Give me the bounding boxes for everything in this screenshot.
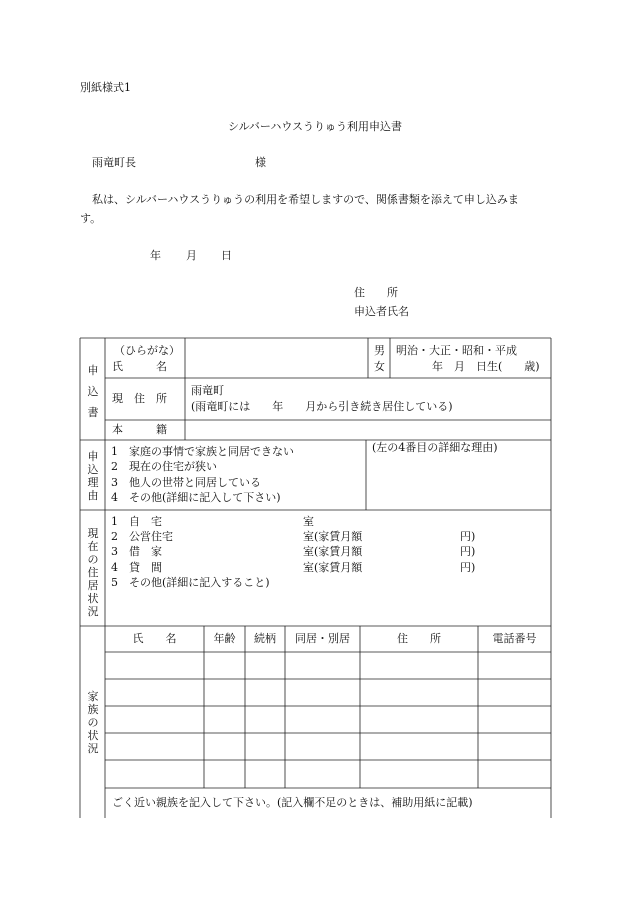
name-label: 氏 名: [112, 360, 167, 373]
housing-yen-2: 円): [460, 530, 476, 543]
date-day: 日: [221, 249, 232, 262]
housing-rent-3: 室(家賃月額: [303, 545, 363, 558]
date-month: 月: [186, 249, 197, 262]
era-options: 明治・大正・昭和・平成: [396, 344, 517, 357]
domicile-label: 本 籍: [112, 423, 167, 436]
housing-yen-4: 円): [460, 561, 476, 574]
applicant-section-label: 申込書: [87, 364, 99, 419]
housing-item-3: 3 借 家: [111, 545, 162, 558]
furigana-label: （ひらがな）: [114, 344, 180, 357]
honorific: 様: [255, 156, 266, 169]
family-header-cohabitation: 同居・別居: [295, 632, 350, 645]
housing-yen-3: 円): [460, 545, 476, 558]
date-year: 年: [150, 249, 161, 262]
form-number: 別紙様式1: [80, 81, 131, 94]
housing-item-5: 5 その他(詳細に記入すること): [111, 576, 270, 589]
housing-rent-4: 室(家賃月額: [303, 561, 363, 574]
housing-item-2: 2 公営住宅: [111, 530, 173, 543]
form-title: シルバーハウスうりゅう利用申込書: [227, 120, 403, 133]
housing-section-label: 現在の住居状況: [87, 527, 99, 618]
addressee: 雨竜町長: [92, 156, 136, 169]
reason-detail-label: (左の4番目の詳細な理由): [372, 441, 498, 454]
current-address-label: 現 住 所: [112, 392, 167, 405]
reason-item-2: 2 現在の住宅が狭い: [111, 460, 217, 473]
housing-item-4: 4 貸 間: [111, 561, 162, 574]
housing-item-1: 1 自 宅: [111, 515, 162, 528]
applicant-address-label: 住 所: [354, 286, 398, 299]
current-address-town: 雨竜町: [191, 384, 224, 397]
female-label: 女: [374, 360, 385, 373]
applicant-name-label: 申込者氏名: [354, 305, 409, 318]
reason-item-1: 1 家庭の事情で家族と同居できない: [111, 445, 294, 458]
residence-duration: (雨竜町には 年 月から引き続き居住している): [191, 400, 453, 413]
statement-line1: 私は、シルバーハウスうりゅうの利用を希望しますので、関係書類を添えて申し込みま: [92, 193, 519, 206]
housing-room-1: 室: [303, 515, 314, 528]
birth-date: 年 月 日生( 歳): [432, 360, 540, 373]
reasons-section-label: 申込理由: [87, 450, 99, 502]
family-header-name: 氏 名: [132, 632, 177, 645]
reason-item-3: 3 他人の世帯と同居している: [111, 476, 261, 489]
family-header-age: 年齢: [213, 632, 236, 645]
male-label: 男: [374, 344, 385, 357]
reason-item-4: 4 その他(詳細に記入して下さい): [111, 491, 281, 504]
family-header-relation: 続柄: [254, 632, 276, 645]
family-section-label: 家族の状況: [87, 690, 99, 755]
statement-line2: す。: [80, 212, 102, 225]
housing-rent-2: 室(家賃月額: [303, 530, 363, 543]
family-note: ごく近い親族を記入して下さい。(記入欄不足のときは、補助用紙に記載): [112, 796, 473, 809]
family-header-address: 住 所: [397, 632, 441, 645]
family-header-phone: 電話番号: [492, 632, 537, 645]
